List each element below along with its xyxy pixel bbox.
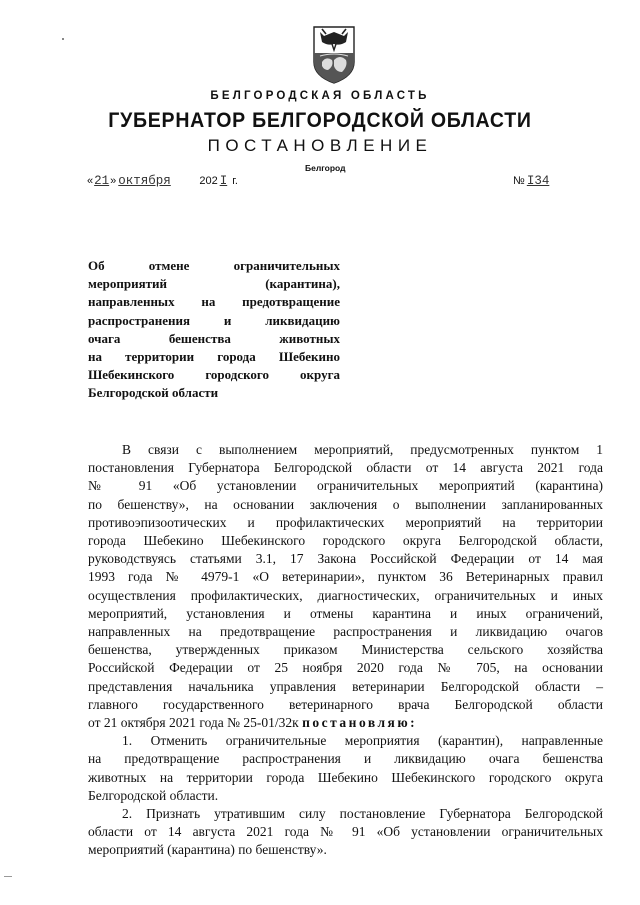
body-line: представления начальника управления ветеринарии Белгородской области –	[88, 678, 603, 694]
body-line: противоэпизоотических и профилактических мероприятий на территории	[88, 514, 603, 530]
body-line: по бешенству», на основании заключения о выполнении запланированных	[88, 496, 603, 512]
body-line: направленных на предотвращение распространения и ликвидацию очагов	[88, 624, 603, 640]
subject-line: Шебекинского городского округа	[88, 367, 340, 383]
number-label: №	[513, 175, 525, 187]
date-year-prefix: 202	[199, 175, 218, 187]
body-line: Белгородской области.	[88, 787, 219, 803]
subject-line: мероприятий (карантина),	[88, 276, 340, 292]
subject-line: на территории города Шебекино	[88, 349, 340, 365]
date-close-quote: »	[110, 175, 117, 187]
body-line: главного государственного ветеринарного врача Белгородской области	[88, 696, 603, 712]
date-year-unit: г.	[232, 175, 238, 187]
region-name: БЕЛГОРОДСКАЯ ОБЛАСТЬ	[210, 90, 430, 102]
document-body	[88, 441, 603, 860]
subject-line: направленных на предотвращение	[88, 294, 340, 310]
body-line: области от 14 августа 2021 года № 91 «Об установлении ограничительных	[88, 824, 603, 840]
number-value: I34	[526, 174, 550, 188]
subject-line: распространения и ликвидацию	[88, 312, 340, 328]
body-line: руководствуясь статьями 3.1, 17 Закона Российской Федерации от 14 мая	[88, 551, 603, 567]
date-open-quote: «	[87, 175, 94, 187]
scan-speck	[62, 38, 64, 40]
decree-word: постановляю:	[302, 715, 418, 731]
scan-speck	[4, 876, 12, 877]
body-line: 1993 года № 4979-1 «О ветеринарии», пунктом 36 Ветеринарных правил	[88, 569, 603, 585]
document-date	[87, 174, 238, 188]
document-subject	[88, 257, 340, 403]
body-line: постановления Губернатора Белгородской области от 14 августа 2021 года	[88, 460, 603, 476]
body-line: 2. Признать утратившим силу постановление Губернатора Белгородской	[122, 806, 603, 822]
body-line: на предотвращение распространения и ликвидацию очага бешенства	[88, 751, 603, 767]
issue-city: Белгород	[305, 163, 346, 173]
body-line: 1. Отменить ограничительные мероприятия (карантин), направленные	[122, 733, 603, 749]
date-day: 21	[94, 174, 110, 188]
date-month: октября	[118, 174, 171, 188]
authority-title: ГУБЕРНАТОР БЕЛГОРОДСКОЙ ОБЛАСТИ	[108, 109, 532, 132]
body-line: Российской Федерации от 25 ноября 2020 года № 705, на основании	[88, 660, 603, 676]
body-line: осуществления профилактических, диагностических, ограничительных и иных	[88, 587, 603, 603]
body-line: животных на территории города Шебекино Шебекинского городского округа	[88, 769, 603, 785]
belgorod-coat-of-arms-icon	[312, 26, 356, 84]
body-line: № 91 «Об установлении ограничительных мероприятий (карантина)	[88, 478, 603, 494]
document-number	[513, 174, 571, 188]
body-line: мероприятий (карантина) по бешенству».	[88, 842, 327, 858]
reference-document: от 21 октября 2021 года № 25-01/32к	[88, 715, 299, 731]
subject-line: очага бешенства животных	[88, 330, 340, 346]
body-line: бешенства, утвержденных приказом Министерства сельского хозяйства	[88, 642, 603, 658]
subject-line: Об отмене ограничительных	[88, 258, 340, 273]
date-year-suffix: I	[219, 174, 228, 188]
body-line-decree	[88, 714, 603, 732]
subject-line: Белгородской области	[88, 385, 219, 401]
document-type: ПОСТАНОВЛЕНИЕ	[207, 136, 433, 155]
body-line: города Шебекино Шебекинского городского округа Белгородской области,	[88, 533, 603, 549]
body-line: мероприятий, установления и отмены карантина и иных ограничений,	[88, 605, 603, 621]
body-line: В связи с выполнением мероприятий, предусмотренных пунктом 1	[122, 442, 603, 457]
